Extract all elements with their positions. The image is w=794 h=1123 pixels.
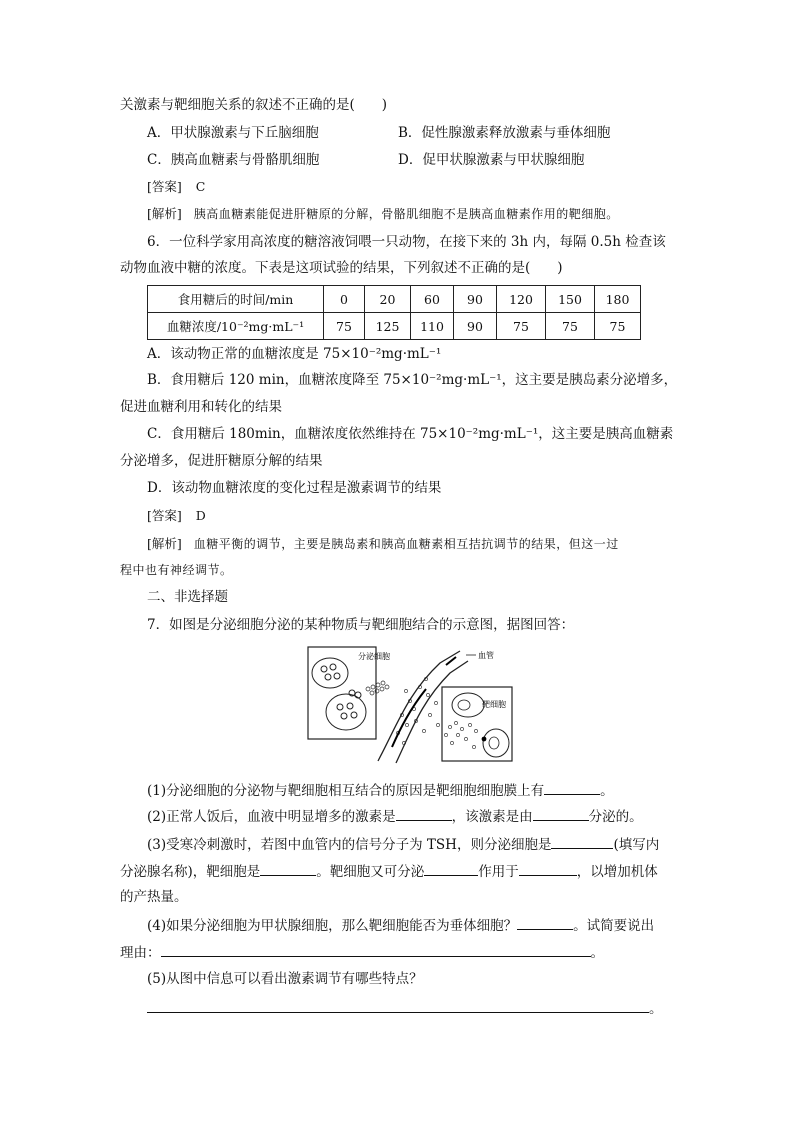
explain-text: 血糖平衡的调节，主要是胰岛素和胰高血糖素相互拮抗调节的结果，但这一过 <box>193 537 619 551</box>
q6-answer-row <box>147 507 206 525</box>
table-cell: 90 <box>454 286 497 313</box>
table-cell: 75 <box>546 313 595 340</box>
answer-blank[interactable] <box>519 861 577 876</box>
explain-text: 程中也有神经调节。 <box>120 563 233 577</box>
q7-part3-line1: (3)受寒冷刺激时，若图中血管内的信号分子为 TSH，则分泌细胞是 (填写内 <box>147 834 659 854</box>
q6-explain-row2 <box>120 561 233 579</box>
receptor-binding <box>482 737 487 742</box>
q6-data-table <box>147 285 641 340</box>
cell-vesicle <box>326 694 366 730</box>
answer-blank[interactable] <box>396 806 452 821</box>
q6-option-c-line1: C．食用糖后 180min，血糖浓度依然维持在 75×10⁻²mg·mL⁻¹，这主要是胰高血糖素 <box>147 426 674 442</box>
q6-option-d: D．该动物血糖浓度的变化过程是激素调节的结果 <box>147 480 442 496</box>
table-cell: 75 <box>497 313 546 340</box>
q5-option-b: B．促性腺激素释放激素与垂体细胞 <box>398 125 611 141</box>
target-cell-label: 靶细胞 <box>482 700 506 709</box>
q6-stem-line1: 6．一位科学家用高浓度的糖溶液饲喂一只动物，在接下来的 3h 内，每隔 0.5h 检查该 <box>147 234 666 250</box>
table-cell: 食用糖后的时间/min <box>148 286 324 313</box>
explain-text: 胰高血糖素能促进肝糖原的分解，骨骼肌细胞不是胰高血糖素作用的靶细胞。 <box>193 207 619 221</box>
table-cell: 180 <box>595 286 641 313</box>
table-cell: 75 <box>595 313 641 340</box>
table-cell: 20 <box>365 286 411 313</box>
q5-option-c: C．胰高血糖素与骨骼肌细胞 <box>147 152 320 168</box>
answer-blank[interactable] <box>424 861 478 876</box>
q7-part1: (1)分泌细胞的分泌物与靶细胞相互结合的原因是靶细胞细胞膜上有 。 <box>147 780 614 800</box>
answer-blank[interactable] <box>551 834 613 849</box>
q7-part4-line1: (4)如果分泌细胞为甲状腺细胞，那么靶细胞能否为垂体细胞？ 。试简要说出 <box>147 915 654 935</box>
answer-label: [答案] <box>147 179 182 194</box>
cell-vesicle <box>312 658 348 688</box>
q6-stem-line2: 动物血液中糖的浓度。下表是这项试验的结果，下列叙述不正确的是( ) <box>120 260 563 276</box>
flow-arrow <box>392 689 426 747</box>
table-cell: 110 <box>411 313 454 340</box>
answer-blank[interactable] <box>533 806 589 821</box>
vessel-label: 血管 <box>478 651 494 660</box>
q6-option-c-line2: 分泌增多，促进肝糖原分解的结果 <box>120 453 323 469</box>
q7-part2: (2)正常人饭后，血液中明显增多的激素是 ，该激素是由 分泌的。 <box>147 806 643 826</box>
q7-part3-line2: 分泌腺名称)，靶细胞是 。靶细胞又可分泌 作用于 ，以增加机体 <box>120 861 658 881</box>
table-cell: 125 <box>365 313 411 340</box>
answer-blank[interactable] <box>260 861 316 876</box>
q5-explain-row <box>147 205 619 223</box>
target-particles <box>444 721 477 748</box>
answer-label: [答案] <box>147 508 182 523</box>
secretory-cell-label: 分泌细胞 <box>358 652 390 661</box>
q7-part3-line3: 的产热量。 <box>120 889 188 905</box>
section-heading: 二、非选择题 <box>147 589 228 605</box>
table-cell: 0 <box>324 286 365 313</box>
answer-value: D <box>195 508 206 523</box>
q7-part4-line2: 理由： 。 <box>120 942 604 962</box>
q6-option-b-line2: 促进血糖利用和转化的结果 <box>120 399 282 415</box>
table-row <box>148 286 641 313</box>
q6-option-a: A．该动物正常的血糖浓度是 75×10⁻²mg·mL⁻¹ <box>147 346 442 362</box>
explain-label: [解析] <box>147 536 182 551</box>
table-cell: 90 <box>454 313 497 340</box>
vessel-wall <box>378 651 460 761</box>
q7-part5: (5)从图中信息可以看出激素调节有哪些特点？ <box>147 971 423 987</box>
q7-figure <box>300 643 516 765</box>
q6-option-b-line1: B．食用糖后 120 min，血糖浓度降至 75×10⁻²mg·mL⁻¹，这主要是胰岛素分泌增多， <box>147 372 678 388</box>
explain-label: [解析] <box>147 206 182 221</box>
q5-option-d: D．促甲状腺激素与甲状腺细胞 <box>398 152 585 168</box>
table-cell: 血糖浓度/10⁻²mg·mL⁻¹ <box>148 313 324 340</box>
q5-answer-row <box>147 178 205 196</box>
answer-blank[interactable] <box>544 780 600 795</box>
q6-explain-row <box>147 535 619 553</box>
vessel-wall <box>396 661 468 763</box>
answer-blank[interactable] <box>517 915 573 930</box>
answer-blank[interactable] <box>161 942 591 957</box>
table-cell: 150 <box>546 286 595 313</box>
table-cell: 75 <box>324 313 365 340</box>
q5-stem: 关激素与靶细胞关系的叙述不正确的是( ) <box>120 97 388 113</box>
q7-part5-answer: 。 <box>147 998 663 1018</box>
secreted-particles <box>366 681 389 695</box>
q7-stem: 7．如图是分泌细胞分泌的某种物质与靶细胞结合的示意图，据图回答： <box>147 617 575 633</box>
table-row <box>148 313 641 340</box>
table-cell: 120 <box>497 286 546 313</box>
answer-value: C <box>195 179 206 194</box>
target-cell-box <box>442 687 512 761</box>
q5-option-a: A．甲状腺激素与下丘脑细胞 <box>147 125 319 141</box>
answer-blank[interactable] <box>147 998 649 1013</box>
table-cell: 60 <box>411 286 454 313</box>
